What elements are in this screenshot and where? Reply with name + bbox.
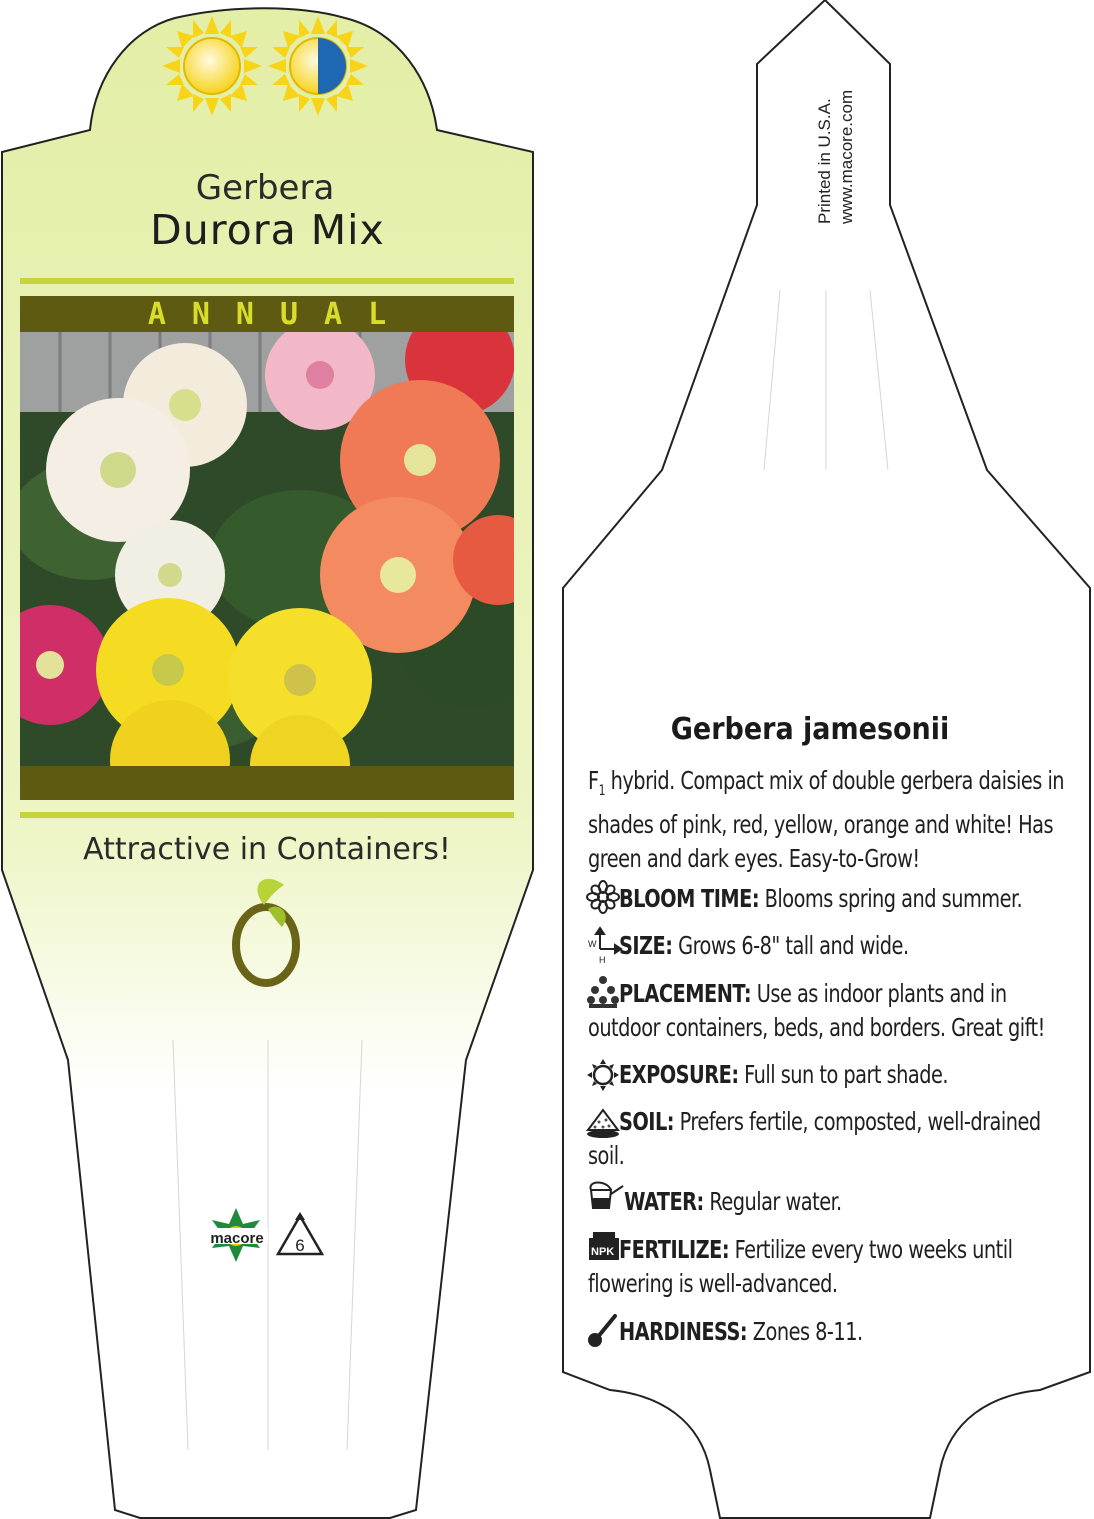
feature-label: FERTILIZE: (618, 1235, 730, 1264)
print-info (808, 60, 858, 230)
photo-bottom-band (20, 766, 514, 800)
feature-text: Prefers fertile, composted, well-drained soil. (588, 1107, 1041, 1170)
feature-text: Full sun to part shade. (738, 1060, 949, 1089)
tagline: Attractive in Containers! (83, 832, 451, 867)
feature-hardiness (588, 1315, 1065, 1349)
feature-label: SOIL: (618, 1107, 675, 1136)
feature-label: PLACEMENT: (618, 979, 752, 1008)
feature-water (588, 1185, 1065, 1219)
svg-text:NPK: NPK (591, 1246, 615, 1258)
feature-label: HARDINESS: (618, 1317, 748, 1346)
plant-type-label: ANNUAL (147, 297, 413, 332)
variety-name: Durora Mix (150, 206, 385, 254)
feature-label: SIZE: (618, 931, 673, 960)
svg-text:W: W (588, 939, 597, 949)
description-text: hybrid. Compact mix of double gerbera daisies in shades of pink, red, yellow, orange and white! Has green and dark eyes. Easy-to-Grow! (588, 766, 1065, 873)
svg-text:H: H (599, 955, 606, 965)
printed-in-usa: Printed in U.S.A. (815, 98, 834, 224)
genus-name: Gerbera (195, 168, 335, 208)
feature-label: BLOOM TIME: (618, 884, 760, 913)
feature-placement (588, 977, 1065, 1045)
website: www.macore.com (837, 89, 856, 224)
feature-text: Fertilize every two weeks until flowering is well-advanced. (588, 1235, 1013, 1298)
feature-exposure (588, 1058, 1065, 1092)
recycle-code: 6 (295, 1236, 305, 1255)
flower-photo (0, 305, 543, 820)
full-sun-icon (162, 16, 262, 116)
feature-soil (588, 1105, 1065, 1173)
feature-text: Zones 8-11. (747, 1317, 863, 1346)
feature-text: Grows 6-8" tall and wide. (672, 931, 909, 960)
feature-text: Blooms spring and summer. (759, 884, 1023, 913)
botanical-name: Gerbera jamesonii (670, 712, 950, 747)
part-shade-icon (268, 16, 368, 116)
f-letter: F (588, 766, 599, 795)
description (588, 764, 1065, 876)
feature-bloom-time (588, 882, 1065, 916)
feature-text: Regular water. (703, 1187, 842, 1216)
brand-name: macore (210, 1230, 264, 1247)
feature-label: WATER: (624, 1187, 704, 1216)
feature-label: EXPOSURE: (618, 1060, 739, 1089)
feature-size (588, 929, 1065, 963)
feature-text: Use as indoor plants and in outdoor containers, beds, and borders. Great gift! (588, 979, 1045, 1042)
feature-fertilize (588, 1233, 1065, 1301)
f-subscript: 1 (598, 783, 605, 799)
